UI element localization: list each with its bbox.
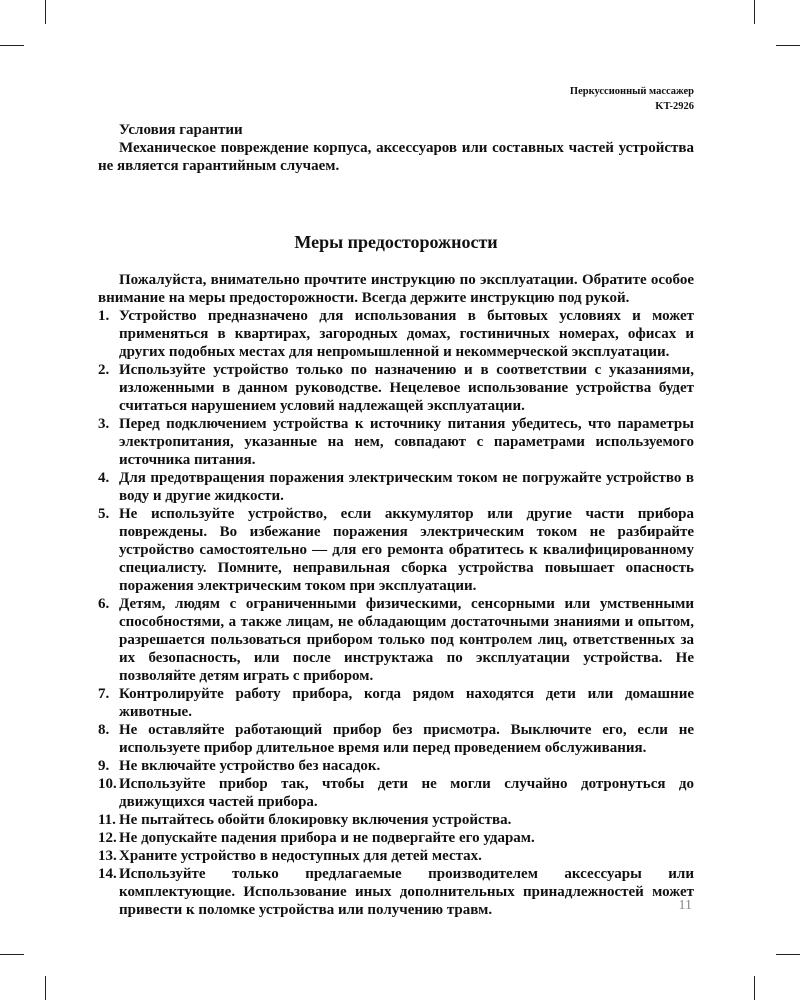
list-item-text: Устройство предназначено для использования в бытовых условиях и может применяться в квартирах, загородных домах, гостиничных номерах, офисах и других подобных местах для непромышленной и некоммерческой эксплуатации. bbox=[119, 308, 694, 360]
running-header bbox=[570, 84, 694, 114]
list-item-text: Используйте устройство только по назначению и в соответствии с указаниями, изложенными в данном руководстве. Нецелевое использование устройства будет считаться нарушением условий надлежащей эксплуатации. bbox=[119, 362, 694, 414]
list-item bbox=[98, 829, 694, 847]
crop-mark bbox=[776, 954, 800, 955]
list-item-number: 13. bbox=[98, 848, 117, 864]
list-item bbox=[98, 469, 694, 505]
list-item-text: Для предотвращения поражения электрическим током не погружайте устройство в воду и другие жидкости. bbox=[119, 470, 694, 504]
list-item-number: 11. bbox=[98, 812, 116, 828]
list-item-text: Не оставляйте работающий прибор без присмотра. Выключите его, если не используете прибор длительное время или перед проведением обслуживания. bbox=[119, 722, 694, 756]
list-item-text: Используйте только предлагаемые производителем аксессуары или комплектующие. Использование иных дополнительных принадлежностей может привести к поломке устройства или получению травм. bbox=[119, 866, 694, 918]
crop-mark bbox=[0, 45, 24, 46]
list-item-text: Используйте прибор так, чтобы дети не могли случайно дотронуться до движущихся частей прибора. bbox=[119, 776, 694, 810]
list-item-number: 9. bbox=[98, 758, 110, 774]
page-content bbox=[98, 121, 694, 919]
precautions-title: Меры предосторожности bbox=[294, 232, 498, 252]
list-item-number: 6. bbox=[98, 596, 110, 612]
header-product: Перкуссионный массажер bbox=[569, 86, 694, 97]
list-item bbox=[98, 595, 694, 685]
list-item-number: 14. bbox=[98, 866, 117, 882]
list-item bbox=[98, 811, 694, 829]
page-number: 11 bbox=[678, 898, 692, 913]
list-item bbox=[98, 775, 694, 811]
list-item bbox=[98, 721, 694, 757]
list-item-number: 4. bbox=[98, 470, 110, 486]
list-item-text: Не используйте устройство, если аккумулятор или другие части прибора повреждены. Во избежание поражения электрическим током не разбирайте устройство самостоятельно — для его ремонта обратитесь к квалифицированному специалисту. Помните, неправильная сборка устройства повышает опасность поражения электрическим током при эксплуатации. bbox=[119, 506, 694, 594]
list-item bbox=[98, 865, 694, 919]
list-item-text: Храните устройство в недоступных для детей местах. bbox=[119, 848, 482, 864]
list-item-text: Не включайте устройство без насадок. bbox=[119, 758, 381, 774]
list-item-text: Не допускайте падения прибора и не подвергайте его ударам. bbox=[119, 830, 535, 846]
list-item bbox=[98, 505, 694, 595]
list-item-text: Не пытайтесь обойти блокировку включения устройства. bbox=[119, 812, 512, 828]
crop-mark bbox=[45, 976, 46, 1000]
list-item bbox=[98, 685, 694, 721]
list-item-number: 10. bbox=[98, 776, 117, 792]
crop-mark bbox=[754, 976, 755, 1000]
list-item-number: 2. bbox=[98, 362, 110, 378]
precautions-list bbox=[98, 307, 694, 919]
list-item-number: 1. bbox=[98, 308, 110, 324]
crop-mark bbox=[45, 0, 46, 24]
warranty-title: Условия гарантии bbox=[119, 122, 243, 138]
warranty-text: Механическое повреждение корпуса, аксессуаров или составных частей устройства не является гарантийным случаем. bbox=[98, 140, 694, 174]
crop-mark bbox=[776, 45, 800, 46]
list-item bbox=[98, 307, 694, 361]
list-item-text: Контролируйте работу прибора, когда рядом находятся дети или домашние животные. bbox=[119, 686, 694, 720]
list-item-number: 3. bbox=[98, 416, 110, 432]
list-item bbox=[98, 757, 694, 775]
list-item-number: 8. bbox=[98, 722, 110, 738]
list-item-number: 5. bbox=[98, 506, 110, 522]
header-model: KT-2926 bbox=[655, 101, 694, 112]
list-item bbox=[98, 361, 694, 415]
list-item-text: Детям, людям с ограниченными физическими, сенсорными или умственными способностями, а также лицам, не обладающим достаточными знаниями и опытом, разрешается пользоваться прибором только под контролем лиц, ответственных за их безопасность, или после инструктажа по эксплуатации устройства. Не позволяйте детям играть с прибором. bbox=[119, 596, 694, 684]
list-item-text: Перед подключением устройства к источнику питания убедитесь, что параметры электропитания, указанные на нем, совпадают с параметрами используемого источника питания. bbox=[119, 416, 694, 468]
crop-mark bbox=[0, 954, 24, 955]
list-item bbox=[98, 847, 694, 865]
crop-mark bbox=[754, 0, 755, 24]
precautions-intro: Пожалуйста, внимательно прочтите инструкцию по эксплуатации. Обратите особое внимание на меры предосторожности. Всегда держите инструкцию под рукой. bbox=[98, 272, 694, 306]
list-item bbox=[98, 415, 694, 469]
list-item-number: 12. bbox=[98, 830, 117, 846]
list-item-number: 7. bbox=[98, 686, 110, 702]
